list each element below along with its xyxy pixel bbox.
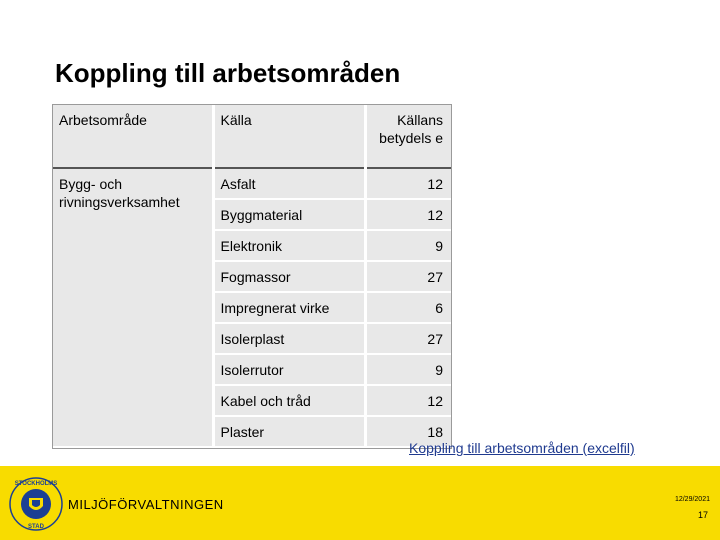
source-cell: Isolerplast bbox=[213, 323, 365, 354]
value-cell: 12 bbox=[365, 168, 451, 199]
header-arbetsomrade: Arbetsområde bbox=[53, 105, 213, 168]
stockholm-stad-logo bbox=[8, 476, 64, 532]
area-cell: Bygg- och rivningsverksamhet bbox=[53, 168, 213, 446]
value-cell: 9 bbox=[365, 230, 451, 261]
footer-date: 12/29/2021 bbox=[674, 496, 710, 503]
source-cell: Byggmaterial bbox=[213, 199, 365, 230]
source-cell: Kabel och tråd bbox=[213, 385, 365, 416]
value-cell: 9 bbox=[365, 354, 451, 385]
value-cell: 27 bbox=[365, 261, 451, 292]
footer-bar bbox=[0, 466, 720, 540]
source-cell: Elektronik bbox=[213, 230, 365, 261]
value-cell: 6 bbox=[365, 292, 451, 323]
value-cell: 12 bbox=[365, 385, 451, 416]
table-row bbox=[53, 168, 451, 199]
excel-file-link[interactable]: Koppling till arbetsområden (excelfil) bbox=[409, 440, 635, 456]
source-cell: Impregnerat virke bbox=[213, 292, 365, 323]
source-cell: Asfalt bbox=[213, 168, 365, 199]
table-header-row bbox=[53, 105, 451, 168]
header-kalla: Källa bbox=[213, 105, 365, 168]
page-number: 17 bbox=[697, 510, 708, 520]
header-kallans-betydelse: Källans betydels e bbox=[365, 105, 451, 168]
source-cell: Isolerrutor bbox=[213, 354, 365, 385]
source-cell: Fogmassor bbox=[213, 261, 365, 292]
value-cell: 27 bbox=[365, 323, 451, 354]
svg-text:STAD: STAD bbox=[28, 524, 44, 530]
value-cell: 18 bbox=[365, 416, 451, 446]
source-cell: Plaster bbox=[213, 416, 365, 446]
value-cell: 12 bbox=[365, 199, 451, 230]
organization-name: MILJÖFÖRVALTNINGEN bbox=[68, 497, 224, 512]
svg-text:STOCKHOLMS: STOCKHOLMS bbox=[14, 481, 58, 487]
slide-title: Koppling till arbetsområden bbox=[55, 58, 401, 88]
data-table bbox=[53, 105, 451, 446]
